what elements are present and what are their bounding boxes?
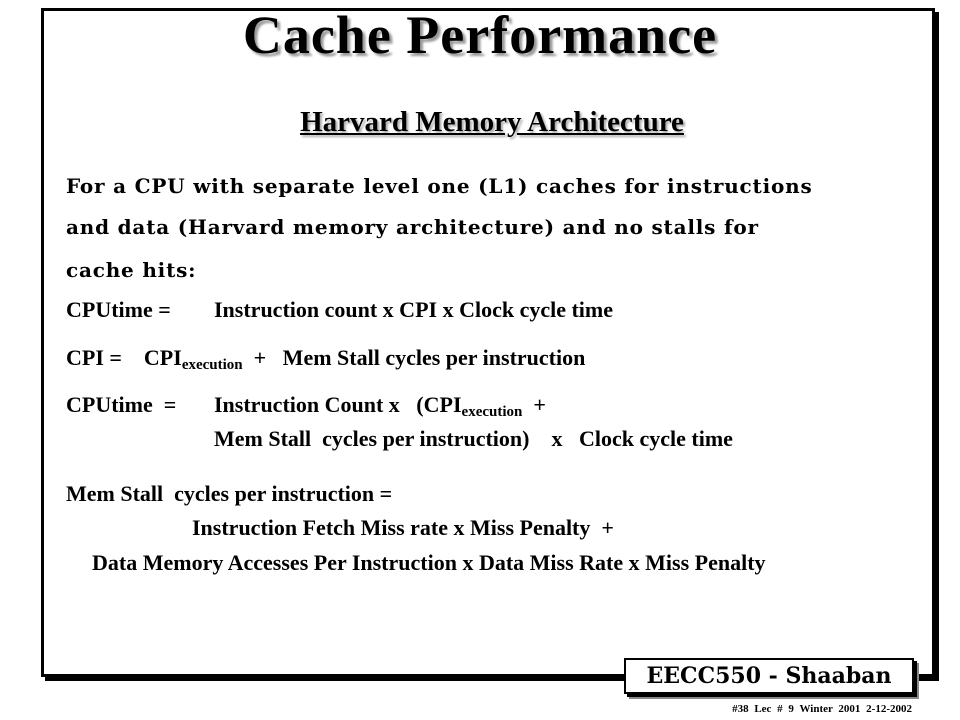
- eq4-line1: Mem Stall cycles per instruction =: [66, 481, 393, 506]
- slide-title: Cache Performance: [242, 5, 718, 65]
- eq1-lhs: CPUtime =: [66, 297, 171, 322]
- eq3-rhs: [214, 392, 546, 418]
- eq2-suffix: + Mem Stall cycles per instruction: [242, 345, 586, 370]
- slide-subtitle: Harvard Memory Architecture: [300, 106, 684, 138]
- eq3-subscript: execution: [461, 404, 523, 420]
- slide-footer: #38 Lec # 9 Winter 2001 2-12-2002: [732, 703, 912, 715]
- eq4-line2: Instruction Fetch Miss rate x Miss Penalty +: [192, 515, 614, 540]
- paragraph-line-2: and data (Harvard memory architecture) and no stalls for: [66, 215, 759, 239]
- eq4-line3: Data Memory Accesses Per Instruction x Data Miss Rate x Miss Penalty: [92, 550, 766, 575]
- eq1-rhs: Instruction count x CPI x Clock cycle time: [214, 297, 614, 322]
- eq3-lhs: CPUtime =: [66, 392, 177, 417]
- eq3-line2: Mem Stall cycles per instruction) x Clock cycle time: [214, 426, 733, 451]
- eq3-rhs-suffix: +: [522, 392, 546, 417]
- paragraph-line-3: cache hits:: [66, 258, 197, 282]
- eq2-subscript: execution: [181, 357, 243, 373]
- eq2: [66, 345, 585, 371]
- eq3-rhs-prefix: Instruction Count x (CPI: [214, 392, 462, 417]
- course-badge: EECC550 - Shaaban: [624, 658, 914, 694]
- paragraph-line-1: For a CPU with separate level one (L1) caches for instructions: [66, 174, 813, 198]
- eq2-prefix: CPI = CPI: [66, 345, 182, 370]
